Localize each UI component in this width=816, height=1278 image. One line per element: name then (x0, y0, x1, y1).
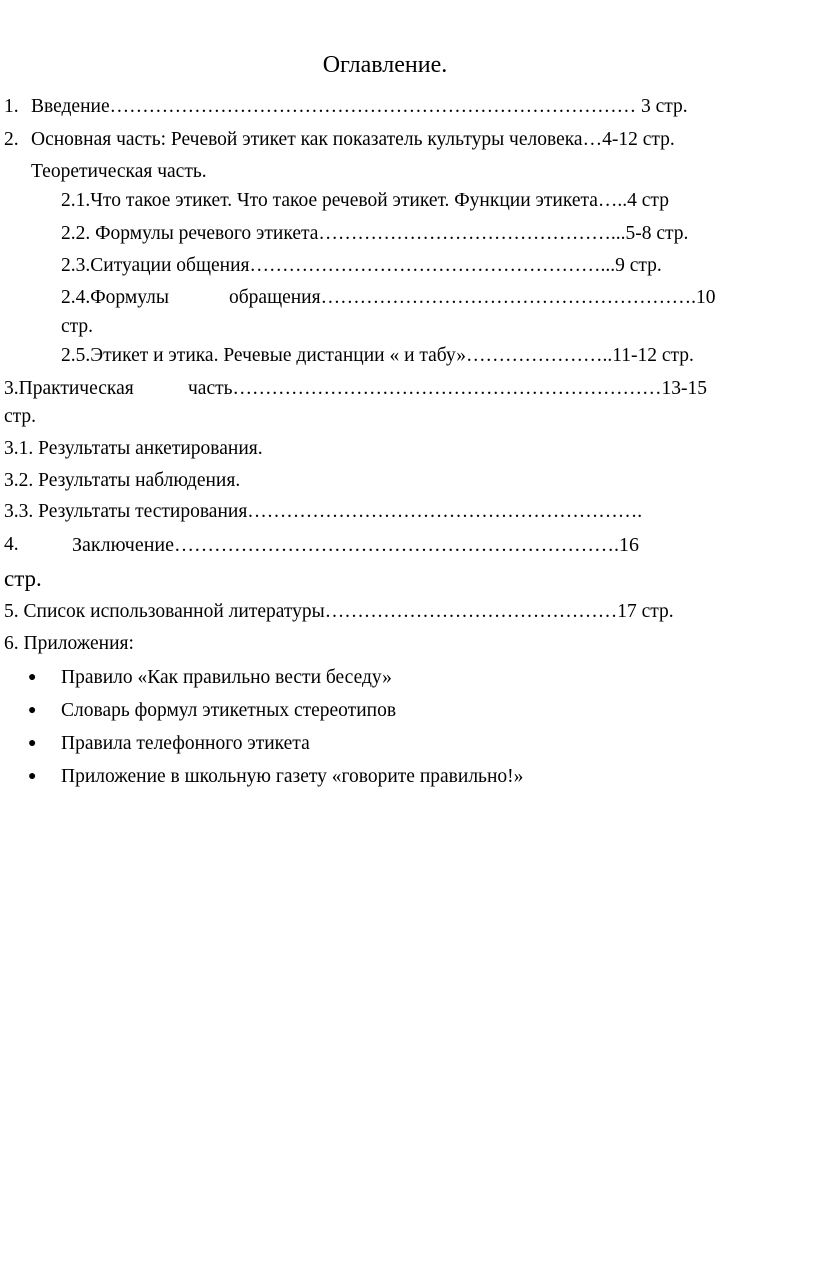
toc-item-2-2: 2.2. Формулы речевого этикета………………………………………...5-8 стр. (61, 223, 689, 244)
toc-item-2-subheading: Теоретическая часть. (31, 161, 207, 182)
toc-item-4-label (72, 532, 639, 559)
toc-item-3-3: 3.3. Результаты тестирования……………………………………………………. (4, 501, 643, 522)
appendix-item: Правило «Как правильно вести беседу» (61, 667, 392, 688)
toc-item-2-4-label: 2.4.Формулы (61, 287, 169, 308)
toc-item-2-number: 2. (4, 129, 19, 150)
toc-item-2-5: 2.5.Этикет и этика. Речевые дистанции « и табу»…………………..11-12 стр. (61, 345, 694, 366)
appendix-item: Правила телефонного этикета (61, 733, 310, 754)
appendix-item: Словарь формул этикетных стереотипов (61, 700, 397, 721)
toc-item-2-3: 2.3.Ситуации общения………………………………………………...9 стр. (61, 255, 662, 276)
toc-item-2-1: 2.1.Что такое этикет. Что такое речевой этикет. Функции этикета…..4 стр (61, 190, 669, 211)
toc-item-3-label: 3.Практическая (4, 378, 134, 399)
toc-item-4-number: 4. (4, 534, 19, 555)
toc-item-4-page: стр. (4, 566, 42, 591)
bullet-icon: ● (28, 670, 37, 685)
toc-item-3-1: 3.1. Результаты анкетирования. (4, 438, 263, 459)
toc-item-3-2: 3.2. Результаты наблюдения. (4, 470, 241, 491)
toc-item-6: 6. Приложения: (4, 633, 134, 654)
toc-item-4-text: Заключение………………………………………………………….16 (72, 534, 639, 556)
toc-item-5: 5. Список использованной литературы………………………………………17 стр. (4, 601, 674, 622)
toc-item-1-number: 1. (4, 96, 19, 117)
toc-item-2-4-dots: обращения………………………………………………….10 (229, 287, 716, 308)
bullet-icon: ● (28, 736, 37, 751)
toc-item-2-4-page: стр. (61, 316, 94, 337)
appendix-item: Приложение в школьную газету «говорите правильно!» (61, 766, 524, 787)
bullet-icon: ● (28, 703, 37, 718)
toc-item-2: Основная часть: Речевой этикет как показатель культуры человека…4-12 стр. (31, 129, 675, 150)
toc-item-3-page: стр. (4, 406, 37, 427)
toc-item-3-dots: часть…………………………………………………………13-15 (188, 378, 708, 399)
page-title: Оглавление. (322, 52, 448, 78)
bullet-icon: ● (28, 769, 37, 784)
toc-item-1: Введение……………………………………………………………………… 3 стр. (31, 96, 688, 117)
